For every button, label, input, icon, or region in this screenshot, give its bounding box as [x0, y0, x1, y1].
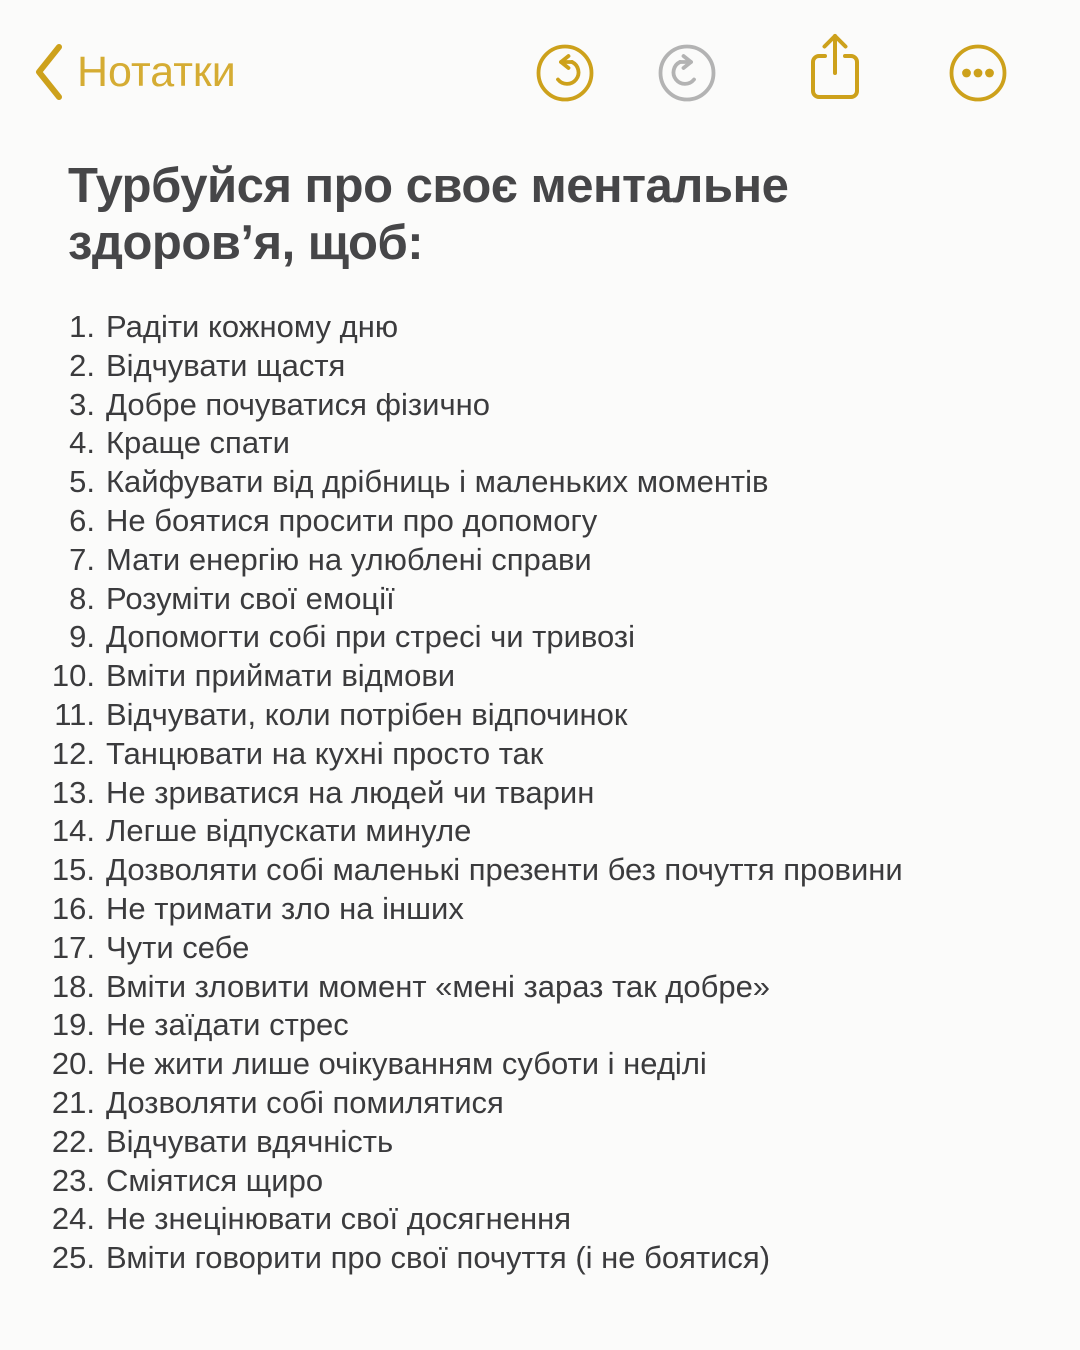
list-item-text: Чути себе — [106, 929, 250, 965]
list-item-text: Відчувати, коли потрібен відпочинок — [106, 696, 628, 732]
list-item — [0, 1123, 1080, 1162]
list-item-number: 5. — [69, 464, 95, 500]
list-item-text: Відчувати вдячність — [106, 1123, 394, 1159]
list-item-text: Краще спати — [106, 425, 290, 461]
list-item-text: Відчувати щастя — [106, 347, 346, 383]
navbar — [0, 0, 1080, 125]
redo-button[interactable] — [657, 43, 717, 103]
list-item-text: Танцювати на кухні просто так — [106, 735, 544, 771]
list-item-text: Дозволяти собі помилятися — [106, 1084, 504, 1120]
list-item-text: Вміти говорити про свої почуття (і не боятися) — [106, 1240, 771, 1276]
more-button[interactable] — [948, 43, 1008, 103]
list-item-text: Не знецінювати свої досягнення — [106, 1201, 572, 1237]
list-item — [0, 1006, 1080, 1045]
list-item-text: Сміятися щиро — [106, 1162, 324, 1198]
list-item-number: 21. — [51, 1084, 95, 1120]
list-item — [0, 580, 1080, 619]
list-item-number: 20. — [51, 1046, 95, 1082]
list-item-text: Кайфувати від дрібниць і маленьких моментів — [106, 464, 769, 500]
list-item-text: Мати енергію на улюблені справи — [106, 541, 592, 577]
list-item — [0, 851, 1080, 890]
list-item-number: 14. — [51, 813, 95, 849]
share-button[interactable] — [806, 31, 864, 103]
back-button[interactable] — [33, 42, 236, 102]
list-item-number: 18. — [51, 968, 95, 1004]
list-item — [0, 1084, 1080, 1123]
list-item-text: Дозволяти собі маленькі презенти без почуття провини — [106, 852, 903, 888]
list-item-number: 10. — [51, 658, 95, 694]
list-item-text: Розуміти свої емоції — [106, 580, 395, 616]
list-item-number: 9. — [69, 619, 95, 655]
list-item-text: Легше відпускати минуле — [106, 813, 472, 849]
list-item-number: 16. — [51, 890, 95, 926]
list-item — [0, 347, 1080, 386]
list-item-number: 6. — [69, 502, 95, 538]
list-item — [0, 386, 1080, 425]
list-item — [0, 890, 1080, 929]
list-item — [0, 1162, 1080, 1201]
list-item-text: Радіти кожному дню — [106, 309, 399, 344]
list-item — [0, 774, 1080, 813]
list-item-number: 11. — [54, 696, 95, 732]
list-item-number: 2. — [69, 347, 95, 383]
note-list — [0, 308, 1080, 1278]
ellipsis-icon — [948, 43, 1008, 103]
back-button-label: Нотатки — [77, 48, 236, 96]
list-item-text: Не заїдати стрес — [106, 1007, 349, 1043]
list-item-number: 3. — [69, 386, 95, 422]
list-item — [0, 1200, 1080, 1239]
list-item — [0, 502, 1080, 541]
list-item — [0, 929, 1080, 968]
list-item-number: 8. — [69, 580, 95, 616]
list-item — [0, 968, 1080, 1007]
list-item-text: Вміти зловити момент «мені зараз так добре» — [106, 968, 771, 1004]
list-item — [0, 308, 1080, 347]
list-item — [0, 735, 1080, 774]
list-item-number: 7. — [69, 541, 95, 577]
list-item-number: 15. — [51, 852, 95, 888]
list-item — [0, 696, 1080, 735]
list-item — [0, 463, 1080, 502]
list-item-number: 24. — [51, 1201, 95, 1237]
list-item-number: 23. — [51, 1162, 95, 1198]
list-item-text: Не боятися просити про допомогу — [106, 502, 598, 538]
list-item-number: 22. — [51, 1123, 95, 1159]
back-chevron-icon — [33, 42, 63, 102]
list-item — [0, 1239, 1080, 1278]
share-icon — [806, 31, 864, 103]
list-item-text: Не тримати зло на інших — [106, 890, 464, 926]
list-item-number: 1. — [69, 309, 95, 344]
note-content[interactable] — [0, 125, 1080, 1278]
list-item-number: 25. — [51, 1240, 95, 1276]
undo-icon — [535, 43, 595, 103]
list-item-text: Допомогти собі при стресі чи тривозі — [106, 619, 636, 655]
list-item-text: Не зриватися на людей чи тварин — [106, 774, 595, 810]
list-item — [0, 657, 1080, 696]
list-item-number: 4. — [69, 425, 95, 461]
list-item — [0, 1045, 1080, 1084]
list-item-text: Не жити лише очікуванням суботи і неділі — [106, 1046, 707, 1082]
list-item-number: 17. — [51, 929, 95, 965]
list-item-number: 19. — [51, 1007, 95, 1043]
list-item-number: 13. — [51, 774, 95, 810]
redo-icon — [657, 43, 717, 103]
undo-button[interactable] — [535, 43, 595, 103]
list-item — [0, 541, 1080, 580]
list-item — [0, 618, 1080, 657]
list-item-text: Вміти приймати відмови — [106, 658, 456, 694]
note-title: Турбуйся про своє ментальне здоров’я, щоб: — [68, 159, 789, 270]
list-item — [0, 812, 1080, 851]
list-item-number: 12. — [51, 735, 95, 771]
list-item-text: Добре почуватися фізично — [106, 386, 490, 422]
list-item — [0, 424, 1080, 463]
